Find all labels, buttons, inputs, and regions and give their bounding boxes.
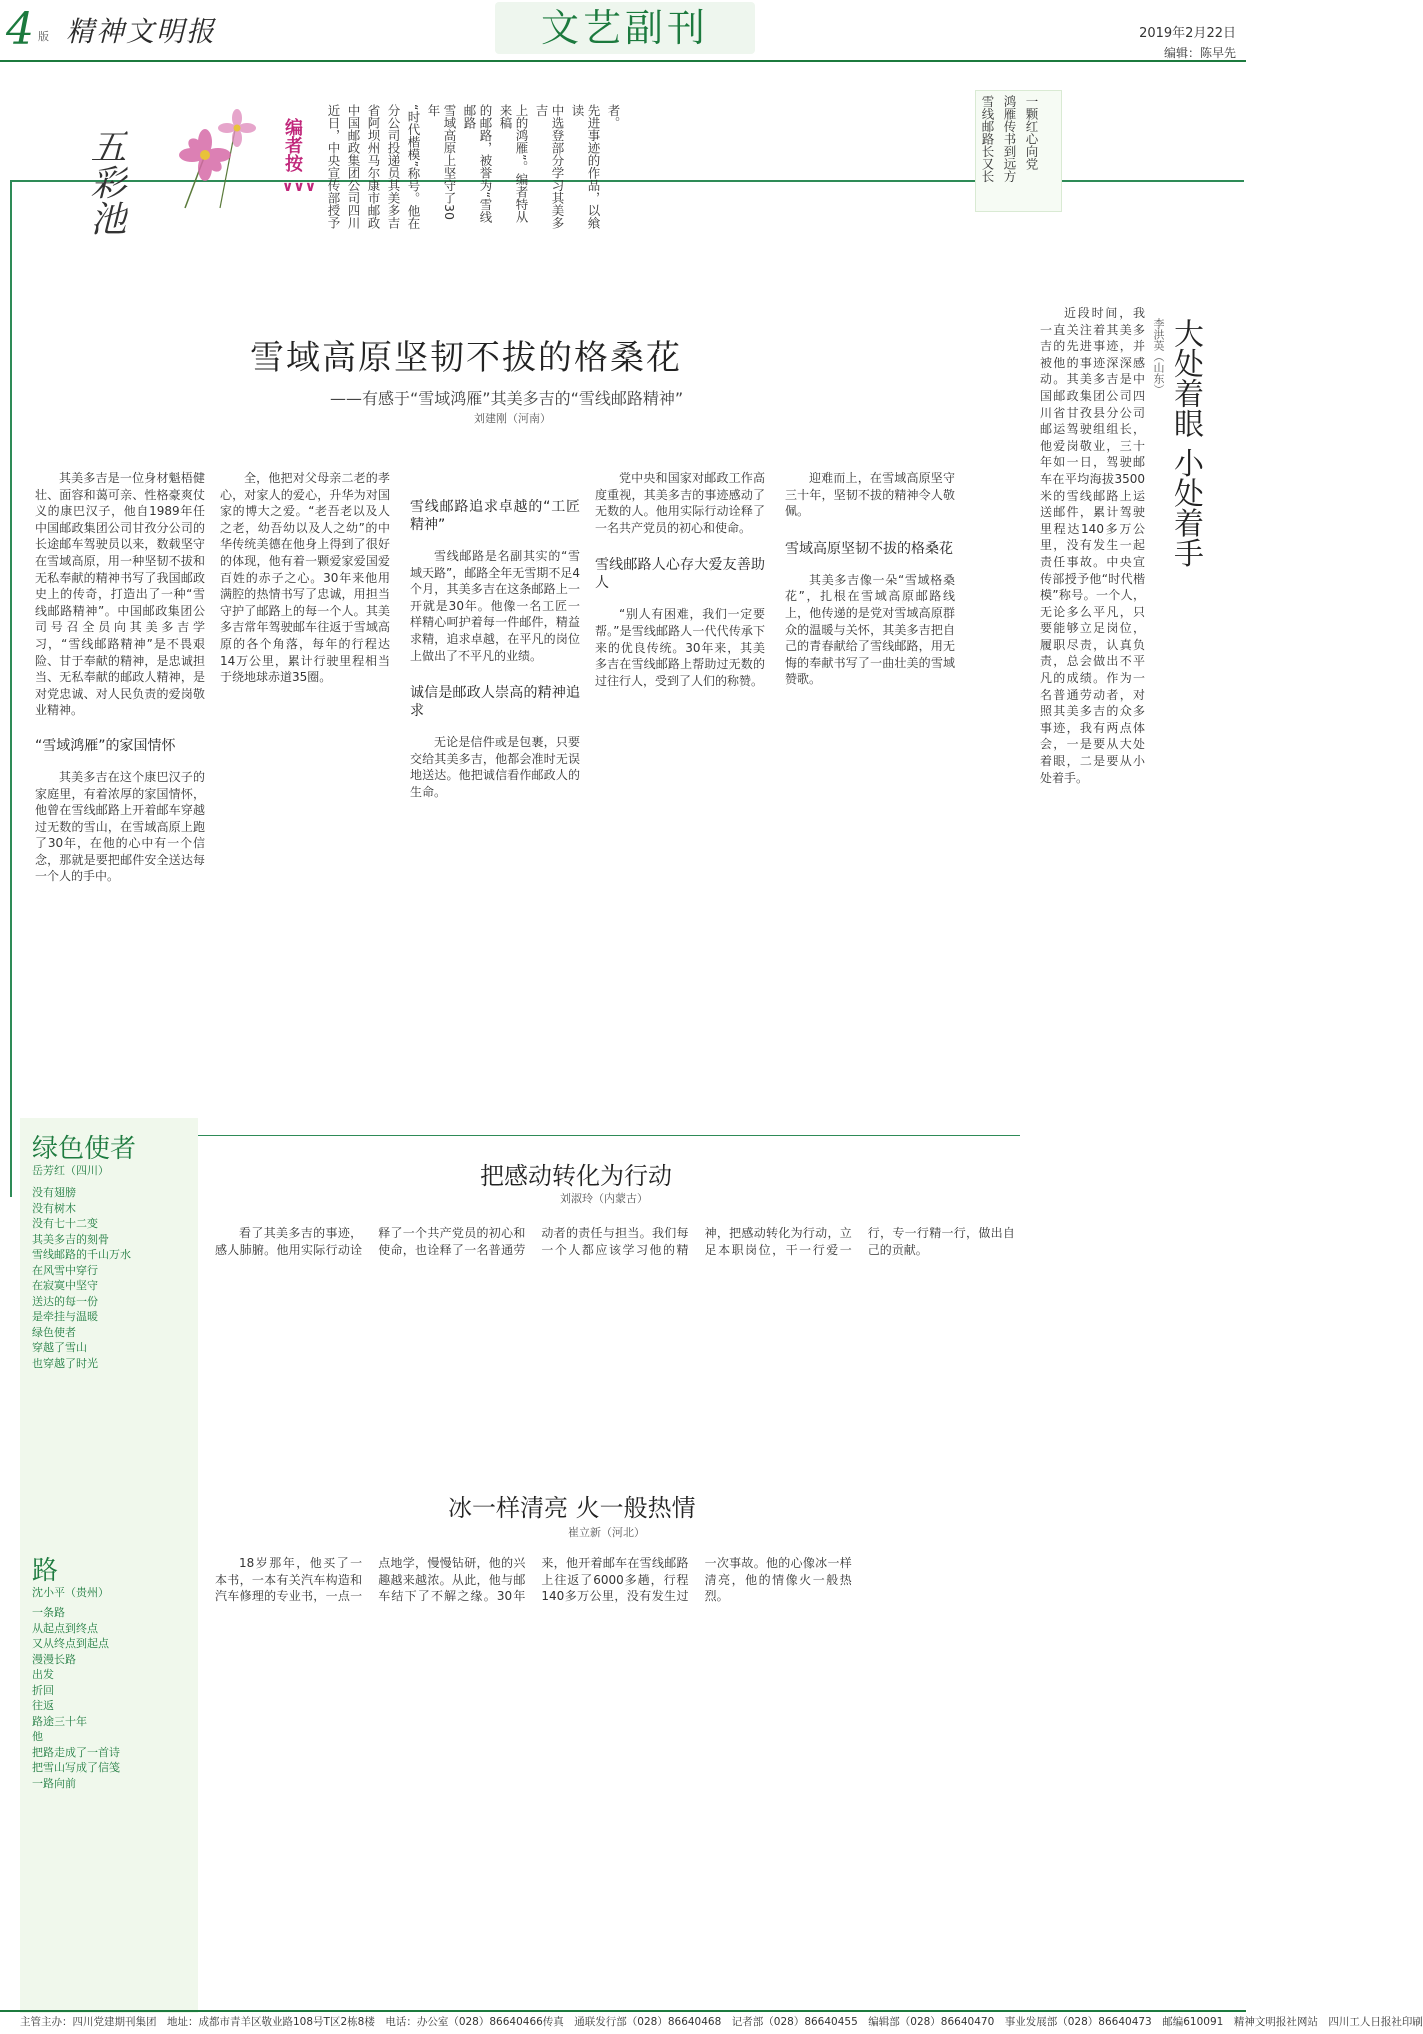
masthead-rule [0,60,1246,62]
article-subheading: 雪线邮路追求卓越的“工匠精神” [410,499,580,533]
right-article-body [1040,305,1145,1995]
poem-author: 岳芳红（四川） [32,1164,109,1177]
right-article-title-text: 大处着眼 小处着手 [1168,318,1203,568]
article-subtitle: ——有感于“雪域鸿雁”其美多吉的“雪线邮路精神” [330,389,684,408]
page-number: 4 [6,4,34,55]
poem-line: 从起点到终点 [32,1621,98,1635]
poem-line: 路途三十年 [32,1714,87,1728]
editor-note-column: 省阿坝州马尔康市邮政 [366,104,381,229]
article-author: 崔立新（河北） [568,1526,645,1539]
paragraph: 其美多吉在这个康巴汉子的家庭里，有着浓厚的家国情怀，他曾在雪线邮路上开着邮车穿越过无数的雪山，在雪域高原上跑了30年，在他的心中有一个信念，那就是要把邮件安全送达每一个人的手中。 [35,769,205,884]
masthead [0,0,1246,60]
article-title: 雪域高原坚韧不拔的格桑花 [250,338,682,378]
article-subheading: “雪域鸿雁”的家国情怀 [35,737,176,754]
paragraph: 看了其美多吉的事迹，感人肺腑。他用实际行动诠释了一个共产党员的初心和使命，也诠释了一名普通劳动者的责任与担当。我们每一个人都应该学习他的精神，把感动转化为行动，立足本职岗位，干一行爱一行，专一行精一行，做出自己的贡献。 [215,1226,1015,1257]
editor-note-columns [325,104,985,232]
paper-name: 精神文明报 [66,15,217,48]
editor-note-column: “时代楷模”称号。他在 [406,104,421,230]
poem-line: 其美多吉的刻骨 [32,1232,109,1246]
poem-line: 一条路 [32,1606,65,1619]
paragraph: 近段时间，我一直关注着其美多吉的先进事迹，并被他的事迹深深感动。其美多吉是中国邮政集团公司四川省甘孜县分公司邮运驾驶组组长，他爱岗敬业，三十年如一日，驾驶邮车在平均海拔3500米的雪线邮路上运送邮件，累计驾驶里程达140多万公里，没有发生一起责任事故。中央宣传部授予他“时代楷模”称号。一个人，无论多么平凡，只要能够立足岗位，履职尽责，认真负责，总会做出不平凡的成绩。作为一名普通劳动者，对照其美多吉的众多事迹，我有两点体会，一是要从大处着眼，二是要从小处着手。 [1040,306,1145,785]
paragraph: 雪线邮路是名副其实的“雪域天路”，邮路全年无雪期不足4个月，其美多吉在这条邮路上一开就是30年。他像一名工匠一样精心呵护着每一件邮件，精益求精，追求卓越，在平凡的岗位上做出了不平凡的业绩。 [410,549,580,663]
paragraph: 党中央和国家对邮政工作高度重视，其美多吉的事迹感动了无数的人。他用实际行动诠释了一名共产党员的初心和使命。 [595,471,765,535]
poem-line: 往返 [32,1699,54,1712]
column-poem-box [975,90,1062,212]
article-body [215,1555,1015,1995]
editor-note-column: 分公司投递员其美多吉 [386,104,401,229]
paragraph: 全，他把对父母亲二老的孝心，对家人的爱心，升华为对国家的博大之爱。“老吾老以及人之老，幼吾幼以及人之幼”的中华传统美德在他身上得到了很好的体现，他有着一颗爱家爱国爱百姓的赤子之心。30年来他用满腔的热情书写了忠诚，用担当守护了邮路上的每一个人。其美多吉常年驾驶邮车往返于雪域高原的各个角落，每年的行程达14万公里，累计行驶里程相当于绕地球赤道35圈。 [220,471,390,685]
poem-line: 折回 [32,1683,54,1697]
poem-line: 没有翅膀 [32,1186,76,1199]
editor-note-column: 中国邮政集团公司四川 [346,104,361,229]
poem-line: 绿色使者 [32,1325,76,1339]
editor-note-label [282,118,317,197]
editor-note-column: 的邮路，被誉为“雪线邮路 [462,104,493,223]
article-column-2 [220,470,390,1130]
article-subheading: 雪线邮路人心存大爱友善助人 [595,557,765,592]
chevron-down-icon: ∨∨∨ [282,179,317,195]
poem-line: 穿越了雪山 [32,1341,87,1354]
editor-credit: 编辑：陈早先 [1163,46,1236,60]
right-article-author-text: 李洪英（山东） [1152,318,1165,395]
issue-date: 2019年2月22日 [1139,26,1236,41]
editor-note-column: 上的鸿雁”。编者特从来稿 [498,104,529,223]
page-unit: 版 [38,30,49,43]
poem-box-line: 鸿雁传书到远方 [1002,95,1017,183]
article-subheading: 诚信是邮政人崇高的精神追求 [410,685,580,720]
editor-note-column: 中选登部分学习其美多吉 [534,104,565,229]
article-title: 冰一样清亮 火一般热情 [448,1494,696,1522]
poem-line: 是牵挂与温暖 [32,1310,98,1323]
poem-line: 一路向前 [32,1776,76,1790]
poem-lines [32,1605,192,1791]
poem-title: 路 [32,1556,59,1586]
article-column-4 [595,470,765,1130]
poem-line: 又从终点到起点 [32,1637,109,1650]
editor-note-column: 者。 [606,104,621,129]
poem-line: 出发 [32,1668,54,1681]
column-name: 五彩池 [85,128,126,236]
right-article-author [1150,318,1164,398]
poem-box-line: 雪线邮路长又长 [980,95,995,183]
poem-line: 也穿越了时光 [32,1356,98,1370]
paragraph: 其美多吉是一位身材魁梧健壮、面容和蔼可亲、性格豪爽仗义的康巴汉子，他自1989年任中国邮政集团公司甘孜分公司的长途邮车驾驶员以来，数载坚守在雪域高原，用一种坚韧不拔和无私奉献的精神书写了我国邮政史上的传奇，打造出了一种“雪线邮路精神”。中国邮政集团公司号召全员向其美多吉学习，“雪线邮路精神”是不畏艰险、甘于奉献的精神，是忠诚担当、无私奉献的邮政人精神，是对党忠诚、对人民负责的爱岗敬业精神。 [35,471,205,718]
article-title: 把感动转化为行动 [480,1162,672,1190]
poem-title: 绿色使者 [32,1134,137,1164]
poem-line: 送达的每一份 [32,1294,98,1308]
poem-line: 在寂寞中坚守 [32,1279,98,1292]
paragraph: 迎难而上，在雪域高原坚守三十年，坚韧不拔的精神令人敬佩。 [785,471,955,519]
editor-note-column: 先进事迹的作品，以飨读 [570,104,601,229]
paragraph: 无论是信件或是包裹，只要交给其美多吉，他都会准时无误地送达。他把诚信看作邮政人的生命。 [410,735,580,799]
footer-info: 主管主办：四川党建期刊集团 地址：成都市青羊区敬业路108号T区2栋8楼 电话：办公室（028）86640466传真 通联发行部（028）86640468 记者部（028）86640455 编辑部（028）86640470 事业发展部（028）86640473 邮编610091 精神文明报社网站 四川工人日报社印刷 [20,2016,1423,2028]
poem-line: 没有七十二变 [32,1217,98,1230]
poem-line: 把路走成了一首诗 [32,1745,120,1759]
article-subheading: 雪域高原坚韧不拔的格桑花 [785,540,953,557]
poem-line: 在风雪中穿行 [32,1263,98,1277]
article-column-5 [785,470,955,1130]
poem-line: 没有树木 [32,1201,76,1215]
article-author: 刘建刚（河南） [474,412,551,425]
flower-icon [165,100,260,210]
editor-note-label-text: 编者按 [282,118,303,172]
column-logo [85,128,168,238]
article-author: 刘淑玲（内蒙古） [560,1192,648,1205]
poem-line: 雪线邮路的千山万水 [32,1248,131,1261]
section-title: 文艺副刊 [495,2,755,54]
editor-note-column: 近日，中央宣传部授予 [326,104,341,229]
poem-line: 漫漫长路 [32,1652,76,1666]
paragraph: “别人有困难，我们一定要帮。”是雪线邮路人一代代传承下来的优良传统。30年来，其美多吉在雪线邮路上帮助过无数的过往行人，受到了人们的称赞。 [595,607,765,688]
article-column-3 [410,498,580,1128]
poem-author: 沈小平（贵州） [32,1586,109,1599]
poem-line: 他 [32,1730,43,1743]
paragraph: 其美多吉像一朵“雪域格桑花”，扎根在雪域高原邮路线上，他传递的是党对雪域高原群众的温暖与关怀，其美多吉把自己的青春献给了雪线邮路，用无悔的奉献书写了一曲壮美的雪域赞歌。 [785,572,955,687]
right-article-title [1168,318,1208,646]
footer-rule [0,2010,1246,2012]
editor-note-column: 雪域高原上坚守了30年 [426,104,457,220]
poem-box-line: 一颗红心向党 [1024,95,1039,170]
poem-lines [32,1185,192,1371]
paragraph: 18岁那年，他买了一本书，一本有关汽车构造和汽车修理的专业书，一点一点地学，慢慢钻研，他的兴趣越来越浓。从此，他与邮车结下了不解之缘。30年来，他开着邮车在雪线邮路上往返了6000多趟，行程140多万公里，没有发生过一次事故。他的心像冰一样清亮，他的情像火一般热烈。 [215,1556,852,1604]
article-column-1 [35,470,205,1130]
article-body [215,1225,1015,1455]
poem-line: 把雪山写成了信笺 [32,1761,120,1774]
